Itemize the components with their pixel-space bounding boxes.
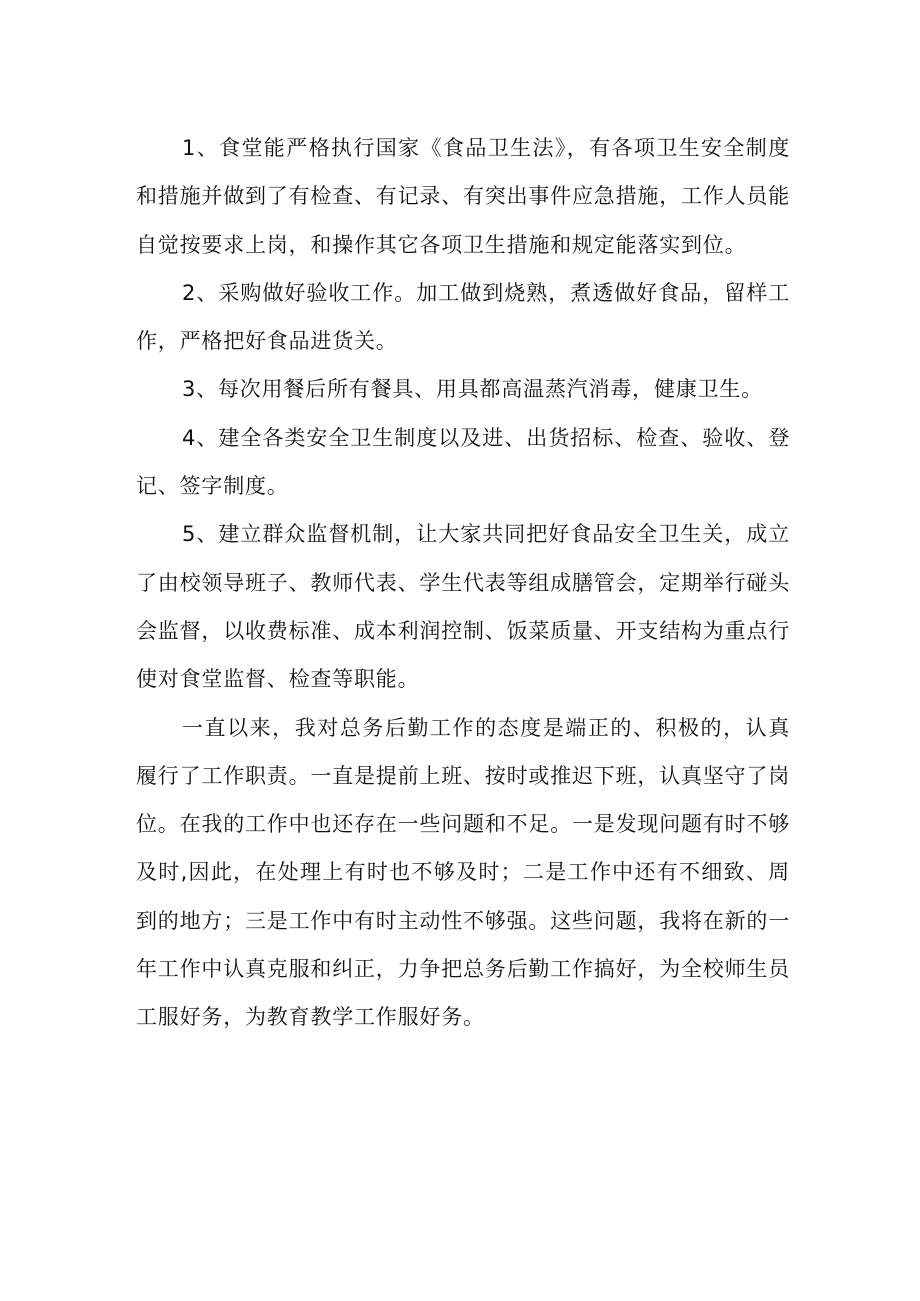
paragraph-item-2: 2、采购做好验收工作。加工做到烧熟，煮透做好食品，留样工作，严格把好食品进货关。 xyxy=(136,280,790,354)
paragraph-summary: 一直以来，我对总务后勤工作的态度是端正的、积极的，认真履行了工作职责。一直是提前上班、按时或推迟下班，认真坚守了岗位。在我的工作中也还存在一些问题和不足。一是发现问题有时不够及时,因此，在处理上有时也不够及时；二是工作中还有不细致、周到的地方；三是工作中有时主动性不够强。这些问题，我将在新的一年工作中认真克服和纠正，力争把总务后勤工作搞好，为全校师生员工服好务，为教育教学工作服好务。 xyxy=(136,715,790,1030)
paragraph-item-3: 3、每次用餐后所有餐具、用具都高温蒸汽消毒，健康卫生。 xyxy=(182,377,763,402)
paragraph-item-4: 4、建全各类安全卫生制度以及进、出货招标、检查、验收、登记、签字制度。 xyxy=(136,425,790,499)
paragraph-item-5: 5、建立群众监督机制，让大家共同把好食品安全卫生关，成立了由校领导班子、教师代表、学生代表等组成膳管会，定期举行碰头会监督，以收费标准、成本利润控制、饭菜质量、开支结构为重点行使对食堂监督、检查等职能。 xyxy=(136,522,790,692)
paragraph-item-1: 1、食堂能严格执行国家《食品卫生法》，有各项卫生安全制度和措施并做到了有检查、有记录、有突出事件应急措施，工作人员能自觉按要求上岗，和操作其它各项卫生措施和规定能落实到位。 xyxy=(136,136,790,257)
document-body xyxy=(136,124,790,1042)
